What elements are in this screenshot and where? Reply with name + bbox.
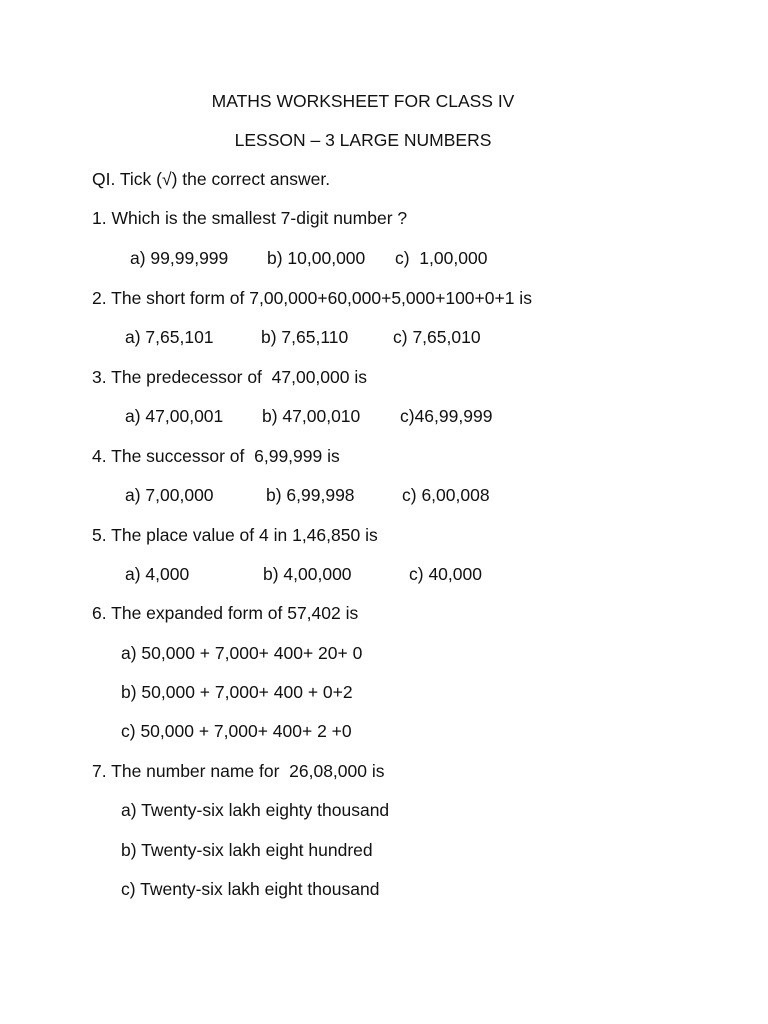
- question-6: 6. The expanded form of 57,402 is: [92, 603, 359, 623]
- option-a: a) 4,000: [125, 564, 190, 584]
- option-a: a) 50,000 + 7,000+ 400+ 20+ 0: [121, 643, 363, 663]
- option-b: b) 6,99,998: [266, 485, 355, 505]
- option-b: b) 47,00,010: [262, 406, 361, 426]
- question-2: 2. The short form of 7,00,000+60,000+5,000+100+0+1 is: [92, 288, 532, 308]
- option-c: c) 7,65,010: [393, 327, 481, 347]
- option-a: a) 7,00,000: [125, 485, 214, 505]
- option-c: c)46,99,999: [400, 406, 493, 426]
- worksheet-title: MATHS WORKSHEET FOR CLASS IV: [211, 91, 515, 111]
- option-c: c) 50,000 + 7,000+ 400+ 2 +0: [121, 721, 352, 741]
- option-b: b) 50,000 + 7,000+ 400 + 0+2: [121, 682, 353, 702]
- option-b: b) 4,00,000: [263, 564, 352, 584]
- option-a: a) Twenty-six lakh eighty thousand: [121, 800, 390, 820]
- option-c: c) 40,000: [409, 564, 482, 584]
- question-5: 5. The place value of 4 in 1,46,850 is: [92, 525, 378, 545]
- option-a: a) 7,65,101: [125, 327, 214, 347]
- option-c: c) 1,00,000: [395, 248, 488, 268]
- question-4: 4. The successor of 6,99,999 is: [92, 446, 340, 466]
- option-c: c) 6,00,008: [402, 485, 490, 505]
- option-b: b) Twenty-six lakh eight hundred: [121, 840, 373, 860]
- instruction: QI. Tick (√) the correct answer.: [92, 169, 331, 189]
- lesson-heading: LESSON – 3 LARGE NUMBERS: [234, 130, 492, 150]
- question-3: 3. The predecessor of 47,00,000 is: [92, 367, 367, 387]
- option-c: c) Twenty-six lakh eight thousand: [121, 879, 380, 899]
- question-7: 7. The number name for 26,08,000 is: [92, 761, 385, 781]
- option-a: a) 47,00,001: [125, 406, 224, 426]
- option-b: b) 7,65,110: [261, 327, 349, 347]
- option-a: a) 99,99,999: [130, 248, 229, 268]
- option-b: b) 10,00,000: [267, 248, 366, 268]
- question-1: 1. Which is the smallest 7-digit number ?: [92, 208, 408, 228]
